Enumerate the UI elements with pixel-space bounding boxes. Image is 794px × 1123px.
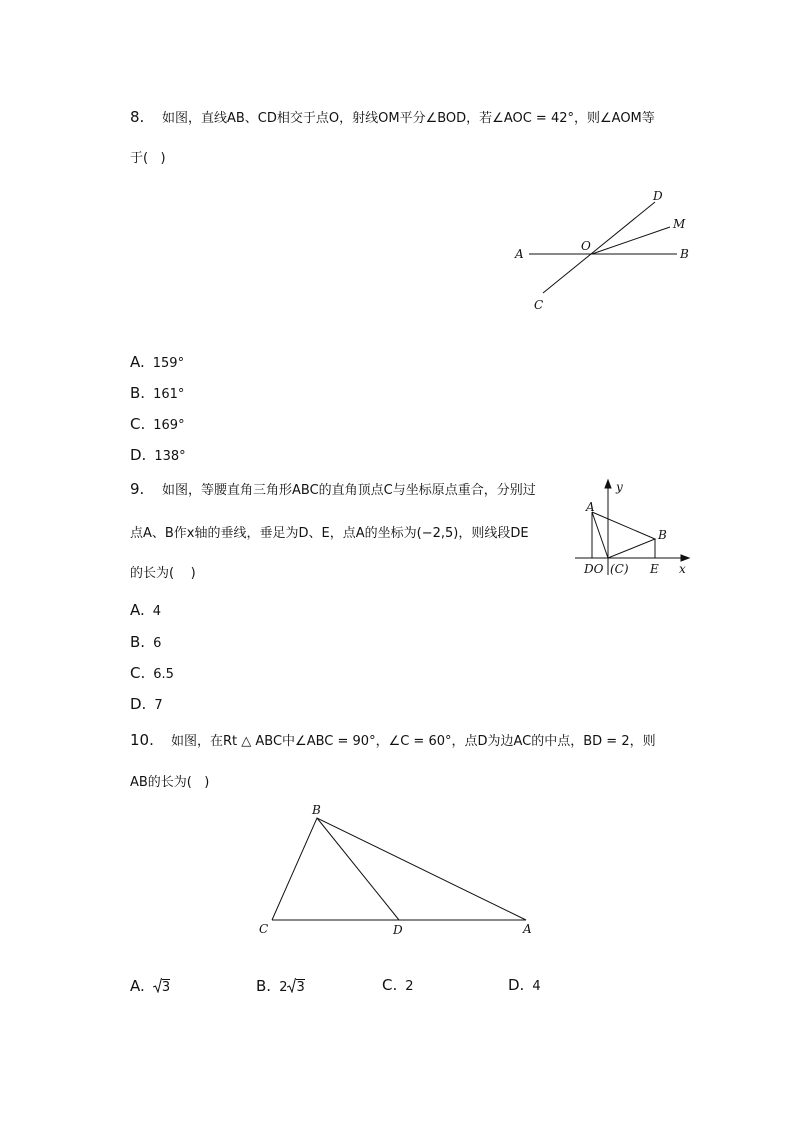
q10-stem-line1: 如图，在Rt △ ABC中∠ABC = 90°，∠C = 60°，点D为边AC的中点，BD = 2，则 <box>171 734 656 749</box>
q8-number: 8. <box>130 108 145 126</box>
option-value: 4 <box>532 979 541 994</box>
q10-option-c[interactable] <box>382 977 414 995</box>
label-b: B <box>680 247 689 261</box>
q8-option-d[interactable] <box>130 447 186 465</box>
radicand: 3 <box>161 980 171 995</box>
option-letter: C. <box>382 976 398 994</box>
label-d: D <box>653 189 663 203</box>
q8-option-a[interactable] <box>130 354 184 372</box>
label-a: A <box>515 247 524 261</box>
option-value: 2 <box>405 979 414 994</box>
y-axis-arrow <box>605 480 611 488</box>
option-value: 6.5 <box>153 667 174 682</box>
label-c: C <box>534 298 544 312</box>
q10-figure <box>250 798 550 943</box>
label-m: M <box>673 217 686 231</box>
q9-number: 9. <box>130 480 145 498</box>
label-x: x <box>679 562 686 576</box>
q8-stem-line1: 如图，直线AB、CD相交于点O，射线OM平分∠BOD，若∠AOC = 42°，则∠AOM等 <box>162 111 655 126</box>
label-do: DO <box>584 562 604 576</box>
q9-option-a[interactable] <box>130 602 161 620</box>
option-letter: C. <box>130 415 146 433</box>
median-bd <box>317 818 399 920</box>
label-b: B <box>312 803 321 817</box>
option-value: 7 <box>154 698 163 713</box>
q8-option-b[interactable] <box>130 385 184 403</box>
coefficient: 2 <box>279 980 288 995</box>
option-letter: D. <box>508 976 525 994</box>
label-e: E <box>650 562 659 576</box>
option-value: 138° <box>154 449 186 464</box>
q9-option-b[interactable] <box>130 634 161 652</box>
option-value: 6 <box>153 636 162 651</box>
option-letter: D. <box>130 446 147 464</box>
label-a: A <box>523 922 532 936</box>
q10-option-a[interactable] <box>130 977 170 996</box>
option-letter: A. <box>130 601 145 619</box>
option-value: 161° <box>153 387 185 402</box>
option-letter: B. <box>130 384 146 402</box>
q9-option-c[interactable] <box>130 665 174 683</box>
q9-stem-line1: 如图，等腰直角三角形ABC的直角顶点C与坐标原点重合，分别过 <box>162 483 536 498</box>
label-o: O <box>581 239 591 253</box>
q10-option-b[interactable] <box>256 977 305 996</box>
q8-figure <box>505 185 705 315</box>
label-y: y <box>616 480 623 494</box>
radicand: 3 <box>296 980 305 995</box>
q10-option-d[interactable] <box>508 977 541 995</box>
option-letter: A. <box>130 977 145 995</box>
triangle-abc <box>592 512 655 558</box>
option-value: 159° <box>152 356 185 371</box>
option-letter: A. <box>130 353 145 371</box>
q9-figure <box>570 477 695 579</box>
q8-stem-line2: 于( ) <box>130 151 166 166</box>
q10-stem-line2: AB的长为( ) <box>130 775 210 790</box>
label-d: D <box>393 923 403 937</box>
sqrt-icon <box>153 977 162 993</box>
ray-om <box>592 227 670 254</box>
label-a: A <box>586 500 595 514</box>
option-value: 169° <box>153 418 185 433</box>
q9-stem-line3: 的长为( ) <box>130 566 196 581</box>
q10-number: 10. <box>130 731 154 749</box>
x-axis-arrow <box>681 555 689 561</box>
option-value: 4 <box>152 604 162 619</box>
option-letter: C. <box>130 664 146 682</box>
option-letter: B. <box>130 633 146 651</box>
label-c: (C) <box>610 562 629 576</box>
option-value <box>153 980 170 995</box>
triangle-abc <box>272 818 526 920</box>
q8-option-c[interactable] <box>130 416 185 434</box>
label-b: B <box>658 528 667 542</box>
q9-option-d[interactable] <box>130 696 163 714</box>
option-value <box>279 980 305 995</box>
option-letter: B. <box>256 977 272 995</box>
label-c: C <box>259 922 269 936</box>
q9-stem-line2: 点A、B作x轴的垂线，垂足为D、E，点A的坐标为(−2,5)，则线段DE <box>130 526 529 541</box>
option-letter: D. <box>130 695 147 713</box>
line-cd <box>543 202 655 293</box>
